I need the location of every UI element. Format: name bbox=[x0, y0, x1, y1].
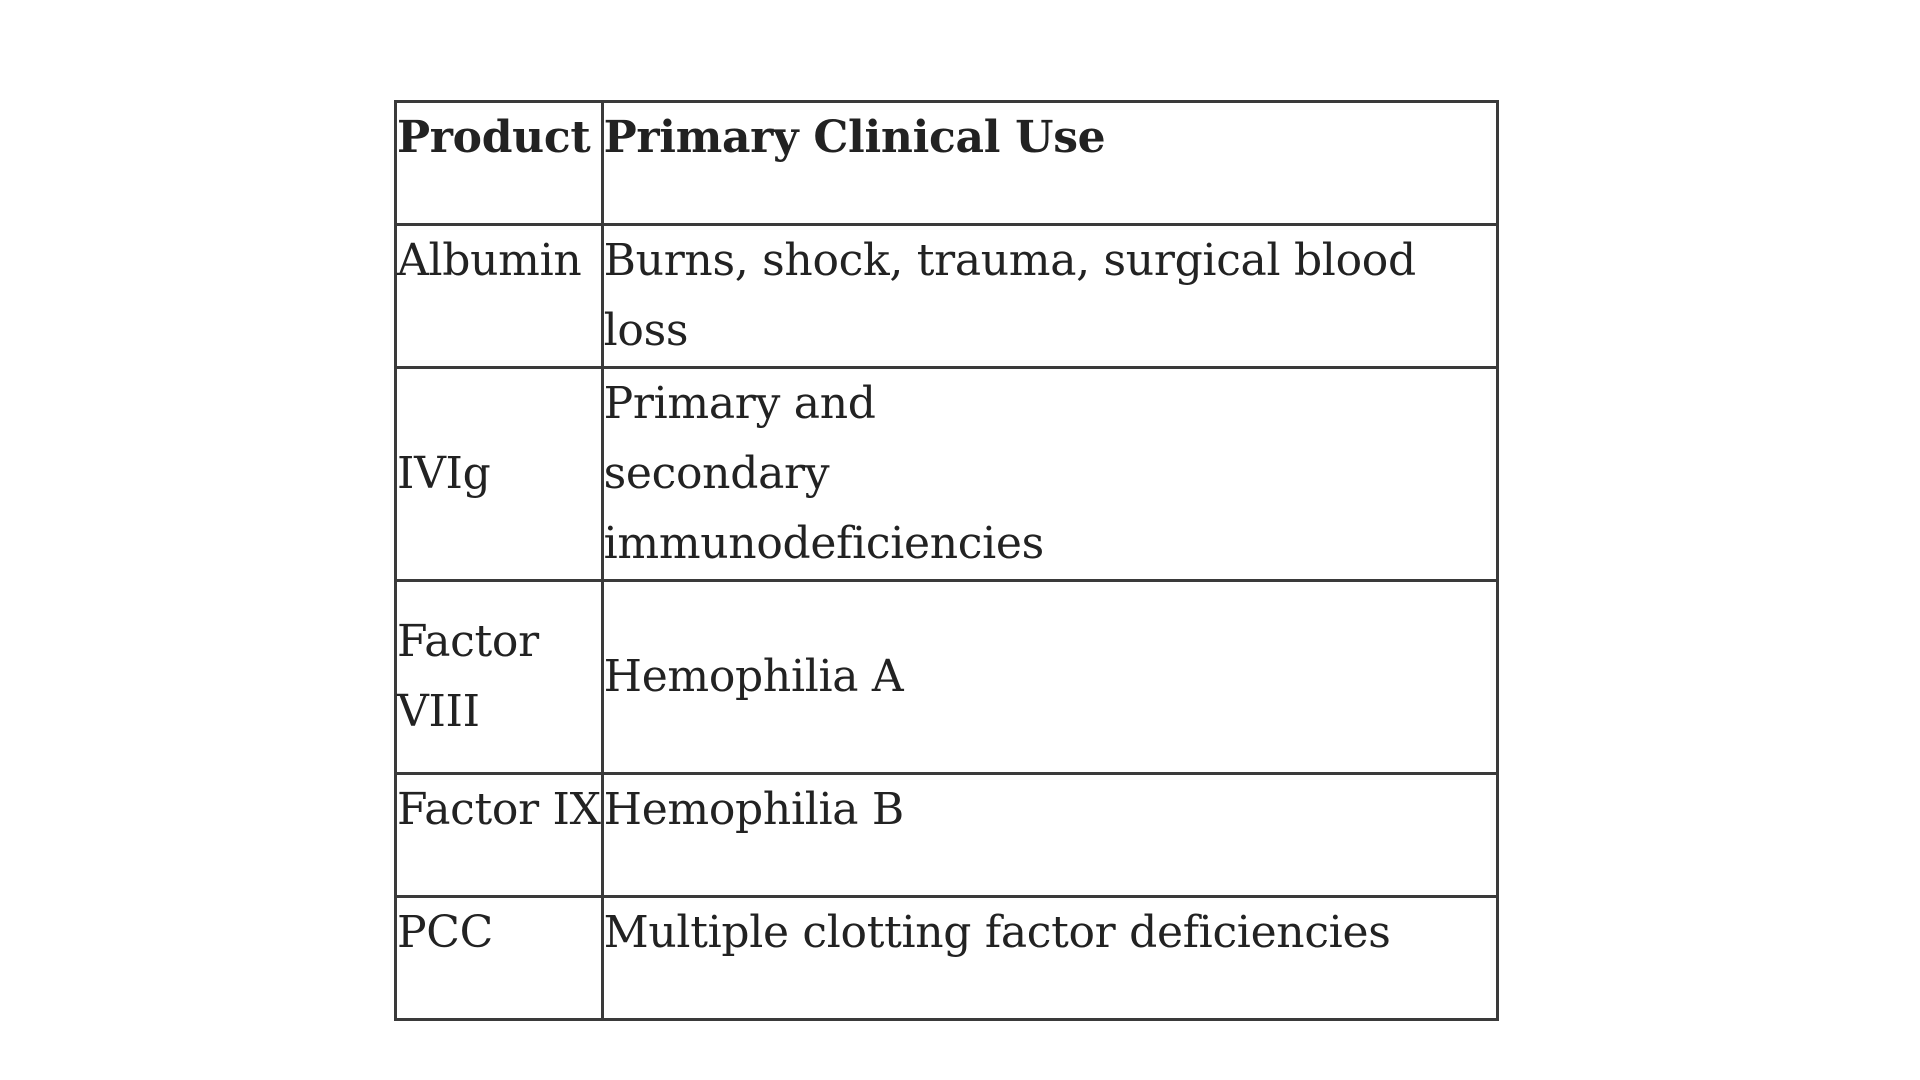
cell-use: Hemophilia A bbox=[602, 581, 1497, 774]
table-row bbox=[396, 774, 1498, 897]
cell-use: Burns, shock, trauma, surgical blood loss bbox=[602, 225, 1497, 368]
header-primary-clinical-use: Primary Clinical Use bbox=[602, 102, 1497, 225]
table-row bbox=[396, 368, 1498, 581]
header-product: Product bbox=[396, 102, 603, 225]
cell-product: Factor VIII bbox=[396, 581, 603, 774]
cell-product: PCC bbox=[396, 897, 603, 1020]
cell-use: Hemophilia B bbox=[602, 774, 1497, 897]
cell-product: Factor IX bbox=[396, 774, 603, 897]
table-header-row bbox=[396, 102, 1498, 225]
cell-product: Albumin bbox=[396, 225, 603, 368]
cell-use: Primary and secondary immunodeficiencies bbox=[602, 368, 1497, 581]
table-row bbox=[396, 581, 1498, 774]
product-use-table-container bbox=[394, 100, 1499, 1021]
table-row bbox=[396, 225, 1498, 368]
cell-use: Multiple clotting factor deficiencies bbox=[602, 897, 1497, 1020]
table-row bbox=[396, 897, 1498, 1020]
product-use-table bbox=[394, 100, 1499, 1021]
cell-product: IVIg bbox=[396, 368, 603, 581]
